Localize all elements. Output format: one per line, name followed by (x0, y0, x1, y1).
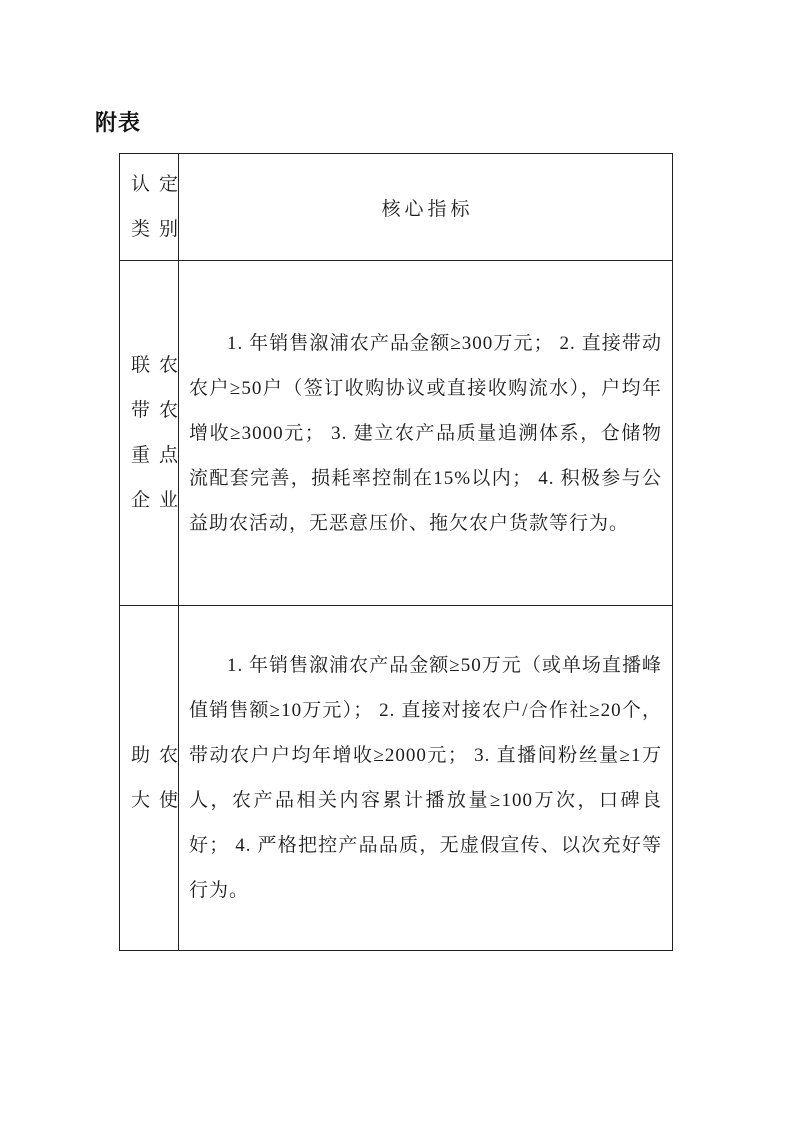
header-cell-category (120, 154, 188, 261)
category-line: 大使 (131, 790, 188, 811)
page-title: 附表 (95, 110, 142, 135)
category-line: 重点 (131, 445, 188, 466)
indicator-cell-key-enterprise (179, 261, 673, 606)
category-line: 带农 (131, 400, 188, 421)
category-line: 企业 (131, 490, 188, 511)
table-row-farming-ambassador (120, 606, 673, 951)
table-row-key-enterprise (120, 261, 673, 606)
criteria-table (119, 153, 673, 951)
header-category-line: 认定 (131, 174, 188, 195)
header-cell-indicator: 核心指标 (179, 154, 673, 261)
indicator-text: 1. 年销售溆浦农产品金额≥300万元； 2. 直接带动农户≥50户（签订收购协议或直接收购流水），户均年增收≥3000元； 3. 建立农产品质量追溯体系，仓储物流配套完善，损耗率控制在15%以内； 4. 积极参与公益助农活动，无恶意压价、拖欠农户货款等行为。 (189, 332, 662, 534)
header-category-line: 类别 (131, 219, 188, 240)
category-line: 联农 (131, 355, 188, 376)
category-line: 助农 (131, 745, 188, 766)
indicator-text: 1. 年销售溆浦农产品金额≥50万元（或单场直播峰值销售额≥10万元）； 2. 直接对接农户/合作社≥20个，带动农户户均年增收≥2000元； 3. 直播间粉丝量≥1万人，农产品相关内容累计播放量≥100万次，口碑良好； 4. 严格把控产品品质，无虚假宣传、以次充好等行为。 (189, 655, 662, 901)
table-header-row (120, 154, 673, 261)
category-cell-farming-ambassador (120, 606, 188, 951)
indicator-cell-farming-ambassador (179, 606, 673, 951)
category-cell-key-enterprise (120, 261, 188, 606)
